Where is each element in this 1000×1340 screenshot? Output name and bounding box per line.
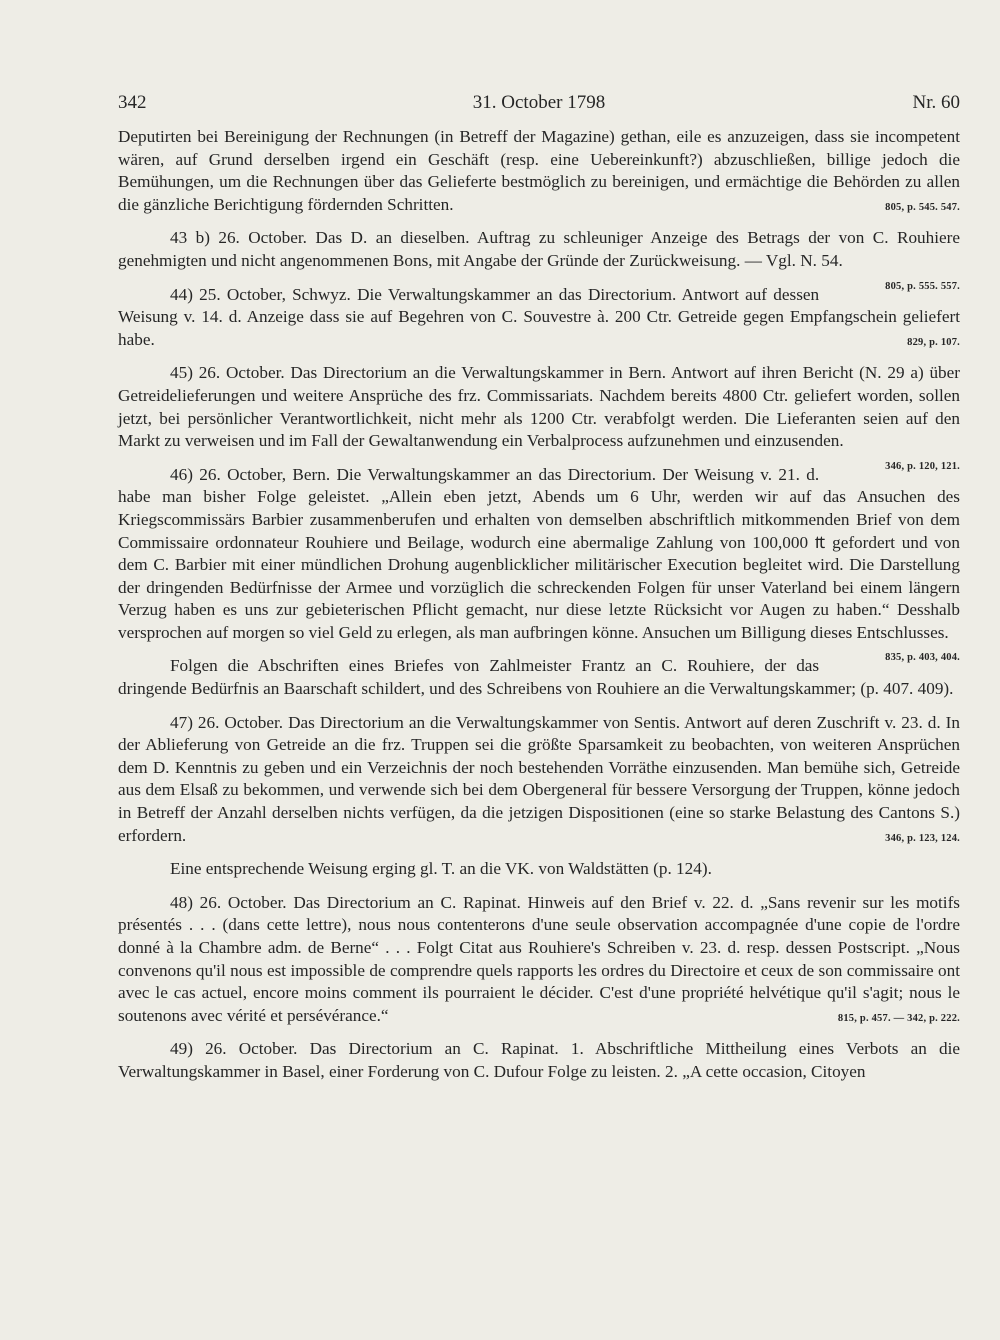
paragraph [118,858,960,881]
archive-reference: 805, p. 545. 547. [885,201,960,213]
archive-reference: 805, p. 555. 557. [885,280,960,292]
paragraph-text: 49) 26. October. Das Directorium an C. Rapinat. 1. Abschriftliche Mittheilung eines Verbots an die Verwaltungskammer in Basel, einer Forderung von C. Dufour Folge zu leisten. 2. „A cette occasion, Citoyen [118,1039,960,1081]
page-body [118,126,960,1095]
paragraph-text: 45) 26. October. Das Directorium an die Verwaltungskammer in Bern. Antwort auf ihren Bericht (N. 29 a) über Getreidelieferungen und weitere Ansprüche des frz. Commissariats. Nachdem bereits 4800 Ctr. geliefert worden, sollen jetzt, bei persönlicher Verantwortlichkeit, nicht mehr als 1200 Ctr. verabfolgt werden. Die Lieferanten seien auf den Markt zu verweisen und im Fall der Gewaltanwendung ein Verbalprocess aufzunehmen und einzusenden. [118,363,960,451]
paragraph-text: Eine entsprechende Weisung erging gl. T. an die VK. von Waldstätten (p. 124). [170,859,712,879]
paragraph-text: 44) 25. October, Schwyz. Die Verwaltungskammer an das Directorium. Antwort auf dessen Weisung v. 14. d. Anzeige dass sie auf Begehren von C. Souvestre à. 200 Ctr. Getreide gegen Empfangschein geliefert habe. [118,284,960,349]
paragraph [118,464,960,664]
page-number: 342 [118,92,147,113]
paragraph [118,712,960,848]
paragraph-text: 43 b) 26. October. Das D. an dieselben. Auftrag zu schleuniger Anzeige des Betrags der von C. Rouhiere genehmigten und nicht angenommenen Bons, mit Angabe der Gründe der Zurückweisung. — Vgl. N. 54. [118,228,960,270]
paragraph [118,1038,960,1083]
archive-reference: 835, p. 403, 404. [885,652,960,664]
paragraph [118,227,960,292]
page-header [118,92,960,122]
paragraph [118,892,960,1028]
paragraph-text: 48) 26. October. Das Directorium an C. Rapinat. Hinweis auf den Brief v. 22. d. „Sans revenir sur les motifs présentés . . . (dans cette lettre), nous nous contenterons d'une seule observation accompagnée d'une copie de l'ordre donné à la Chambre adm. de Berne“ . . . Folgt Citat aus Rouhiere's Schreiben v. 23. d. resp. dessen Postscript. „Nous convenons qu'il nous est impossible de comprendre quels rapports les ordres du Directoire et ceux de son commissaire ont avec le cas actuel, encore moins comment ils pourraient le décider. C'est d'une propriété helvétique qu'il s'agit; nous le soutenons avec vérité et persévérance.“ [118,892,960,1025]
paragraph [118,362,960,472]
archive-reference: 346, p. 120, 121. [885,460,960,472]
document-number: Nr. 60 [912,92,960,113]
archive-reference: 829, p. 107. [907,336,960,348]
paragraph [118,126,960,216]
paragraph-text: 47) 26. October. Das Directorium an die Verwaltungskammer von Sentis. Antwort auf deren Zuschrift v. 23. d. In der Ablieferung von Getreide an die frz. Truppen sei die größte Sparsamkeit zu beobachten, von weiteren Ansprüchen dem D. Kenntnis zu geben und ein Verzeichnis der noch bestehenden Vorräthe einzusenden. Man bemühe sich, Getreide aus dem Elsaß zu bekommen, und verwende sich bei dem Obergeneral für bessere Versorgung der Truppen, könne jedoch in Betreff der Anzahl derselben nichts verfügen, da die jetzigen Dispositionen (eine so starke Belastung des Cantons S.) erfordern. [118,712,960,845]
paragraph-text: Folgen die Abschriften eines Briefes von Zahlmeister Frantz an C. Rouhiere, der das dringende Bedürfnis an Baarschaft schildert, und des Schreibens von Rouhiere an die Verwaltungskammer; (p. 407. 409). [118,656,954,699]
archive-reference: 346, p. 123, 124. [885,832,960,844]
archive-reference: 815, p. 457. — 342, p. 222. [837,1012,960,1024]
paragraph-text: 46) 26. October, Bern. Die Verwaltungskammer an das Directorium. Der Weisung v. 21. d. habe man bisher Folge geleistet. „Allein eben jetzt, Abends um 6 Uhr, werden wir auf das Ansuchen des Kriegscommissärs Barbier zusammenberufen und erhalten von demselben abschriftlich mitkommenden Brief von dem Commissaire ordonnateur Rouhiere und Beilage, wodurch eine abermalige Zahlung von 100,000 ₶ gefordert und von dem C. Barbier mit einer mündlichen Drohung augenblicklicher militärischer Execution begleitet wird. Die Darstellung der dringenden Bedürfnisse der Armee und vorzüglich die schreckenden Folgen für unser Vaterland bei einem längern Verzug haben es uns zur gebieterischen Pflicht gemacht, nur diese letzte Rücksicht vor Augen zu haben.“ Desshalb versprochen auf morgen so viel Geld zu erlegen, als man aufbringen könne. Ansuchen um Billigung dieses Entschlusses. [118,464,960,642]
running-title: 31. October 1798 [472,92,606,113]
paragraph-text: Deputirten bei Bereinigung der Rechnungen (in Betreff der Magazine) gethan, eile es anzuzeigen, dass sie incompetent wären, auf Grund derselben irgend ein Geschäft (resp. eine Uebereinkunft?) abzuschließen, billige jedoch die Bemühungen, um die Rechnungen über das Gelieferte bestmöglich zu bereinigen, und ermächtige die Behörden zu allen die gänzliche Berichtigung fördernden Schritten. [118,127,960,214]
